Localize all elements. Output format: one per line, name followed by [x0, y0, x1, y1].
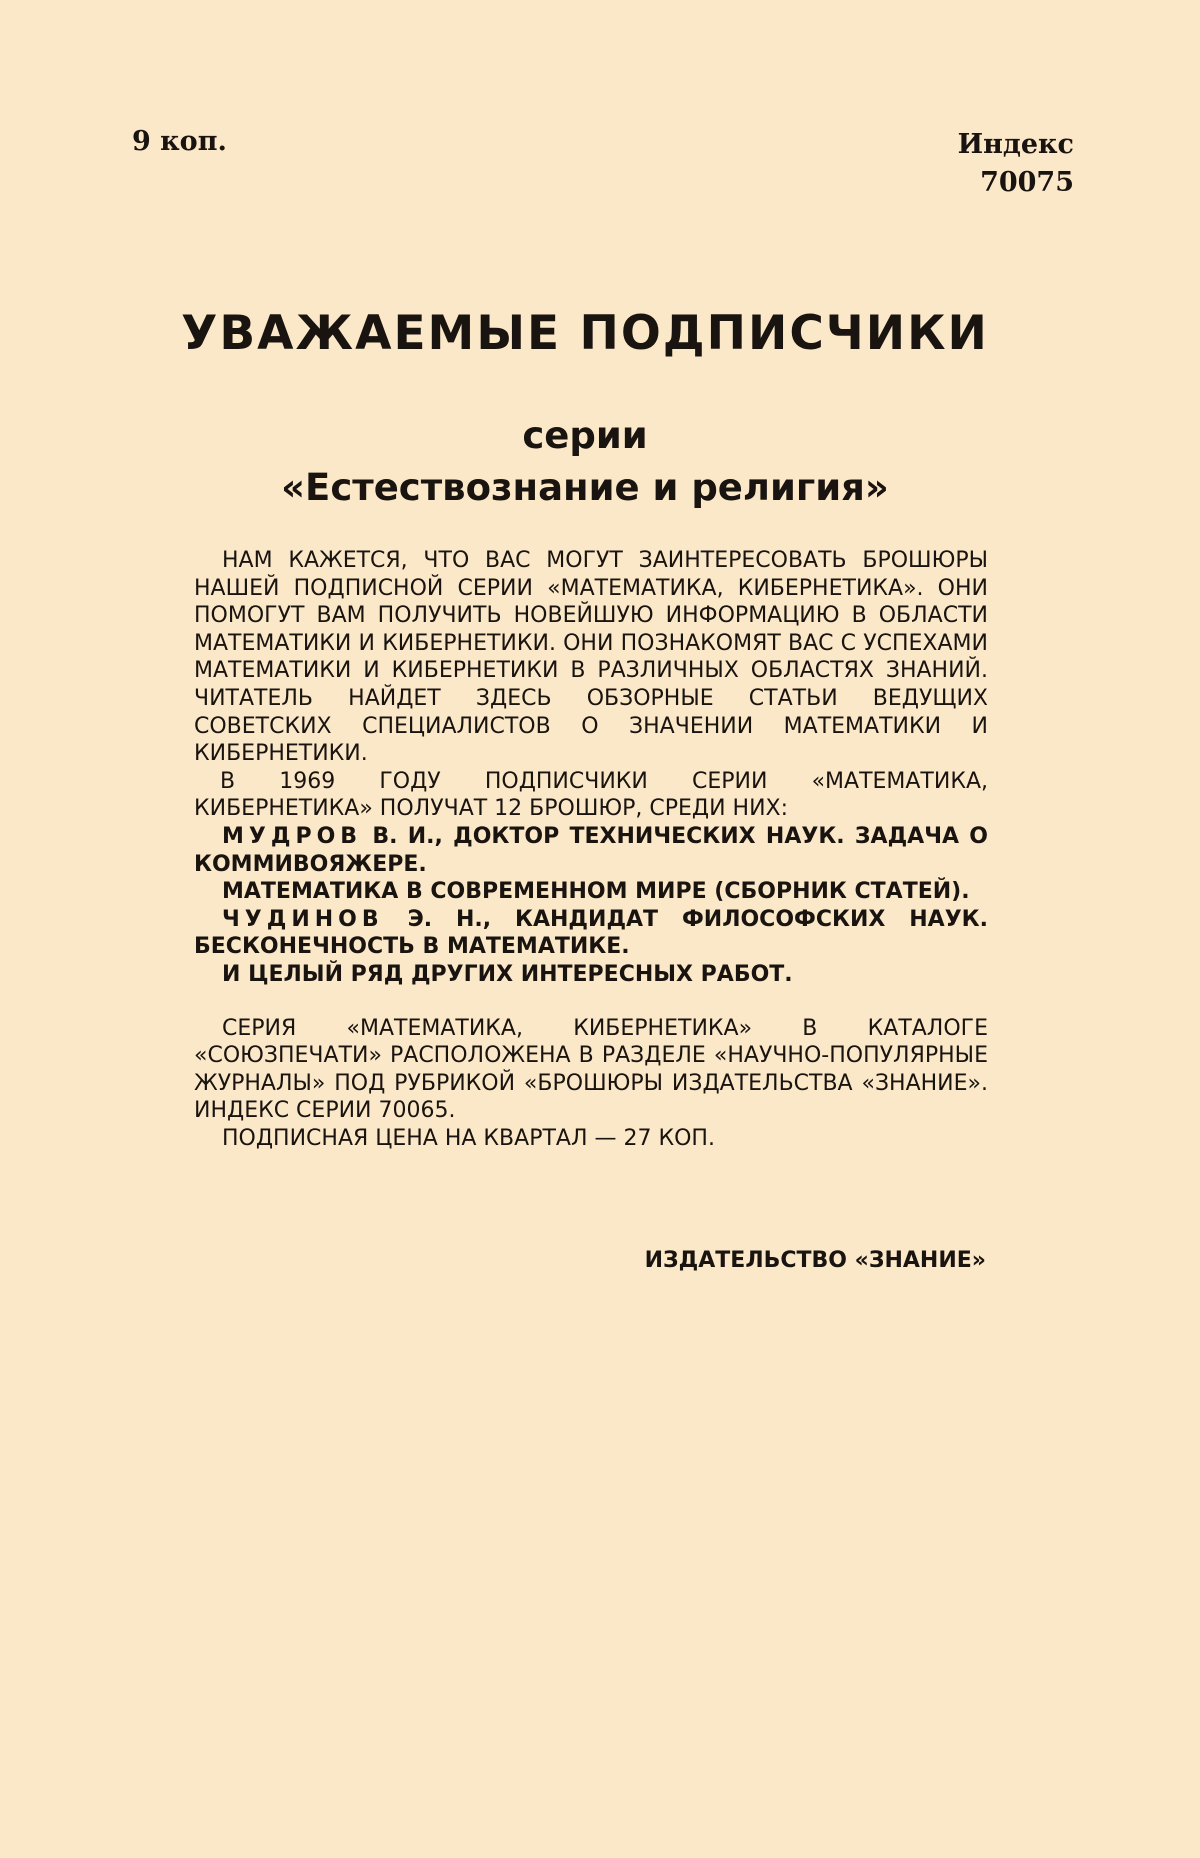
page-title: УВАЖАЕМЫЕ ПОДПИСЧИКИ — [181, 306, 989, 361]
intro-paragraph: НАМ КАЖЕТСЯ, ЧТО ВАС МОГУТ ЗАИНТЕРЕСОВАТЬ БРОШЮРЫ НАШЕЙ ПОДПИСНОЙ СЕРИИ «МАТЕМАТИКА, КИБЕРНЕТИКА». ОНИ ПОМОГУТ ВАМ ПОЛУЧИТЬ НОВЕЙШУЮ ИНФОРМАЦИЮ В ОБЛАСТИ МАТЕМАТИКИ И КИБЕРНЕТИКИ. ОНИ ПОЗНАКОМЯТ ВАС С УСПЕХАМИ МАТЕМАТИКИ И КИБЕРНЕТИКИ В РАЗЛИЧНЫХ ОБЛАСТЯХ ЗНАНИЙ. ЧИТАТЕЛЬ НАЙДЕТ ЗДЕСЬ ОБЗОРНЫЕ СТАТЬИ ВЕДУЩИХ СОВЕТСКИХ СПЕЦИАЛИСТОВ О ЗНАЧЕНИИ МАТЕМАТИКИ И КИБЕРНЕТИКИ. — [194, 548, 988, 767]
book-item-1 — [194, 823, 988, 878]
index-number: 70075 — [980, 167, 1074, 198]
book-1-details: В. И., ДОКТОР ТЕХНИЧЕСКИХ НАУК. ЗАДАЧА О КОММИВОЯЖЕРЕ. — [194, 823, 988, 877]
publisher-name: ИЗДАТЕЛЬСТВО «ЗНАНИЕ» — [644, 1248, 986, 1273]
body-text — [194, 547, 988, 1152]
series-line-1: серии — [522, 414, 648, 457]
price-paragraph: ПОДПИСНАЯ ЦЕНА НА КВАРТАЛ — 27 КОП. — [222, 1125, 715, 1151]
price-label: 9 коп. — [132, 126, 227, 157]
book-1-author: МУДРОВ — [222, 823, 363, 849]
book-item-2: МАТЕМАТИКА В СОВРЕМЕННОМ МИРЕ (СБОРНИК СТАТЕЙ). — [222, 879, 970, 905]
book-item-3 — [194, 906, 988, 961]
book-3-author: ЧУДИНОВ — [222, 906, 384, 932]
index-block — [958, 126, 1074, 202]
series-heading — [0, 410, 1170, 514]
catalog-paragraph: СЕРИЯ «МАТЕМАТИКА, КИБЕРНЕТИКА» В КАТАЛОГЕ «СОЮЗПЕЧАТИ» РАСПОЛОЖЕНА В РАЗДЕЛЕ «НАУЧНО-ПОПУЛЯРНЫЕ ЖУРНАЛЫ» ПОД РУБРИКОЙ «БРОШЮРЫ ИЗДАТЕЛЬСТВА «ЗНАНИЕ». ИНДЕКС СЕРИИ 70065. — [194, 1015, 988, 1124]
subscribers-paragraph: В 1969 ГОДУ ПОДПИСЧИКИ СЕРИИ «МАТЕМАТИКА, КИБЕРНЕТИКА» ПОЛУЧАТ 12 БРОШЮР, СРЕДИ НИХ: — [194, 768, 988, 822]
book-3-details: Э. Н., КАНДИДАТ ФИЛОСОФСКИХ НАУК. БЕСКОНЕЧНОСТЬ В МАТЕМАТИКЕ. — [194, 906, 988, 960]
book-item-4: И ЦЕЛЫЙ РЯД ДРУГИХ ИНТЕРЕСНЫХ РАБОТ. — [222, 961, 793, 987]
index-label: Индекс — [957, 129, 1074, 160]
paragraph-gap — [194, 989, 988, 1015]
series-line-2: «Естествознание и религия» — [281, 466, 889, 509]
